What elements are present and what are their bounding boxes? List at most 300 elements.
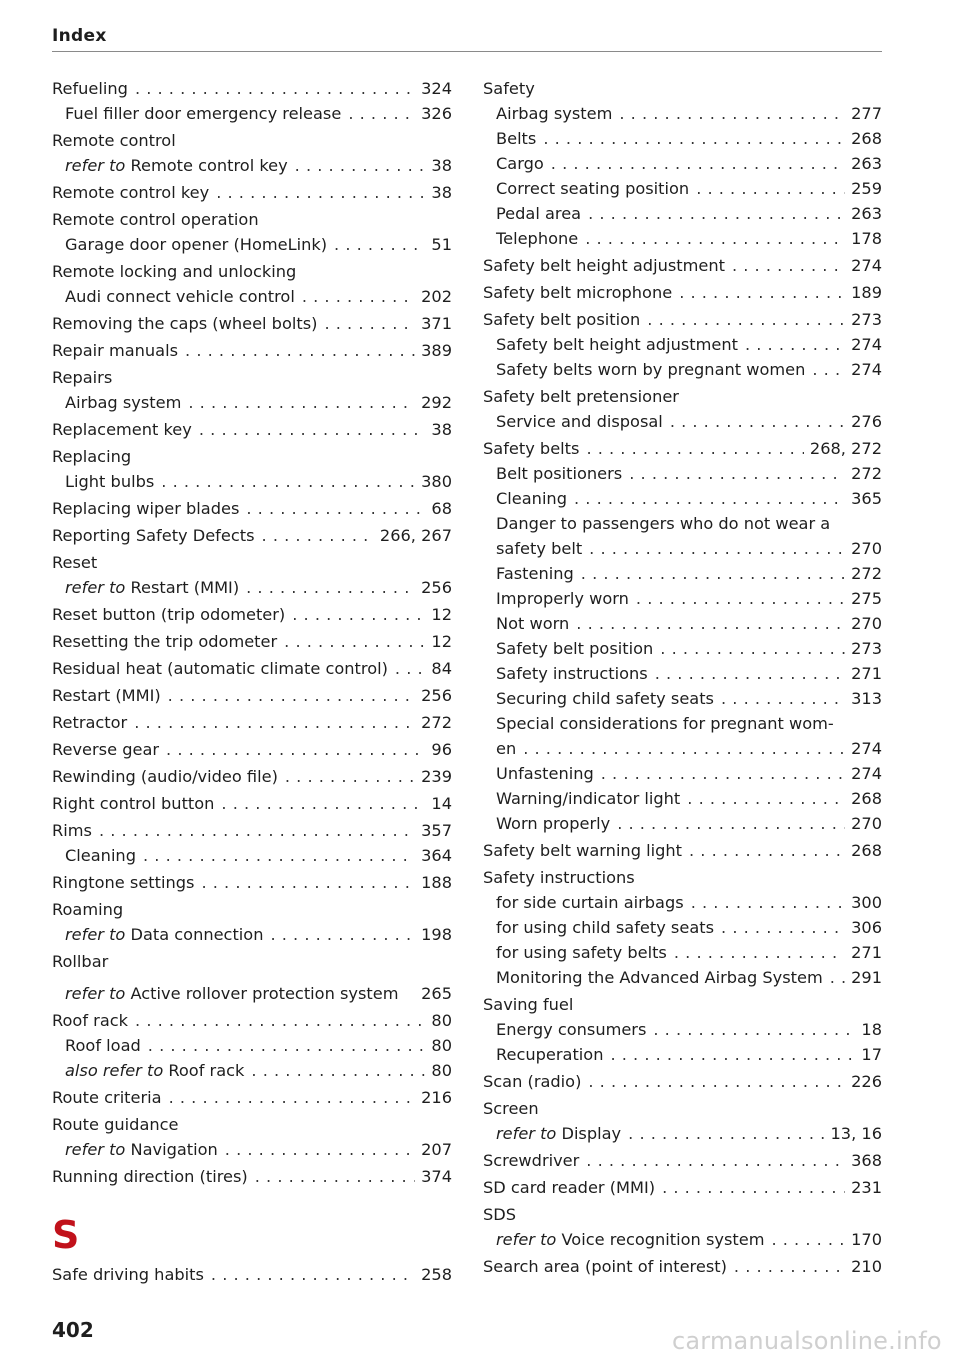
index-term (483, 436, 579, 461)
index-term-text: Warning/indicator light (496, 789, 681, 808)
index-term (496, 486, 567, 511)
index-term-text: Cleaning (65, 846, 136, 865)
index-term (65, 390, 181, 415)
index-subentry (483, 786, 882, 811)
index-subentry (52, 843, 452, 868)
index-subentry (52, 922, 452, 947)
index-term-text: Telephone (496, 229, 579, 248)
index-term-text: Replacing (52, 447, 132, 466)
page-reference: 274 (851, 739, 882, 758)
page-reference: 292 (421, 393, 452, 412)
index-term-text: Replacing wiper blades (52, 499, 240, 518)
leader-dots (586, 436, 803, 461)
leader-dots (135, 76, 415, 101)
page-reference: 270 (851, 814, 882, 833)
index-term-text: Audi connect vehicle control (65, 287, 295, 306)
page-reference: 207 (421, 1140, 452, 1159)
index-entry (52, 338, 452, 363)
index-term-text: Refueling (52, 79, 128, 98)
page-reference: 268 (851, 841, 882, 860)
index-subentry (483, 965, 882, 990)
page-reference: 306 (851, 918, 882, 937)
index-term-text: Reporting Safety Defects (52, 526, 255, 545)
index-entry (52, 523, 452, 548)
index-term (483, 838, 682, 863)
page-reference: 275 (851, 589, 882, 608)
leader-dots (660, 636, 845, 661)
index-term (52, 1085, 162, 1110)
index-subentry (483, 915, 882, 940)
leader-dots (199, 417, 426, 442)
index-subentry (52, 390, 452, 415)
page-reference: 80 (431, 1036, 452, 1055)
page-header-title: Index (52, 26, 107, 46)
index-term-text: Safety (483, 79, 535, 98)
page-reference: 274 (851, 360, 882, 379)
leader-dots (246, 575, 415, 600)
leader-dots (629, 461, 845, 486)
leader-dots (734, 1254, 845, 1279)
section-letter: S (52, 1213, 80, 1257)
index-term (496, 409, 663, 434)
index-term-text: Display (556, 1124, 622, 1143)
index-term (52, 629, 277, 654)
index-term-text: Repairs (52, 368, 113, 387)
index-list-after-letter (52, 1262, 452, 1287)
index-term-text: Fastening (496, 564, 574, 583)
page-number: 402 (52, 1318, 94, 1342)
index-term (52, 128, 176, 153)
leader-dots (148, 1033, 426, 1058)
cross-reference-label: also refer to (65, 1061, 164, 1080)
index-term-text: Correct seating position (496, 179, 690, 198)
index-subentry (52, 1137, 452, 1162)
page-reference: 265 (421, 984, 452, 1003)
page-reference: 84 (431, 659, 452, 678)
index-subentry (483, 461, 882, 486)
leader-dots (670, 409, 845, 434)
index-entry (483, 280, 882, 305)
index-term-text: Roof load (65, 1036, 141, 1055)
index-entry (52, 444, 452, 469)
index-entry (483, 865, 882, 890)
index-term-text: Roof rack (52, 1011, 129, 1030)
index-term (52, 496, 239, 521)
index-subentry (483, 126, 882, 151)
leader-dots (771, 1227, 845, 1252)
index-subentry (52, 575, 452, 600)
leader-dots (169, 1085, 416, 1110)
index-term-text: Remote locking and unlocking (52, 262, 297, 281)
page-reference: 12 (431, 605, 452, 624)
index-term (52, 523, 255, 548)
page-reference: 263 (851, 204, 882, 223)
index-term-text: Light bulbs (65, 472, 155, 491)
index-term (496, 226, 578, 251)
index-term-text: Safe driving habits (52, 1265, 204, 1284)
index-term-text: Rims (52, 821, 92, 840)
index-term (496, 151, 544, 176)
page-reference: 189 (851, 283, 882, 302)
cross-reference-label: refer to (65, 1140, 126, 1159)
index-subentry (483, 536, 882, 561)
leader-dots (601, 761, 845, 786)
index-term-text: Remote control (52, 131, 176, 150)
index-term-text: Unfastening (496, 764, 594, 783)
index-term (483, 1148, 579, 1173)
leader-dots (830, 965, 845, 990)
index-term (52, 259, 296, 284)
leader-dots (166, 737, 425, 762)
index-term-text: Monitoring the Advanced Airbag System (496, 968, 823, 987)
page-reference: 371 (421, 314, 452, 333)
index-term (52, 897, 123, 922)
leader-dots (255, 1164, 415, 1189)
leader-dots (246, 496, 425, 521)
index-subentry (483, 511, 882, 536)
leader-dots (143, 843, 415, 868)
index-term (496, 176, 689, 201)
index-term-text: Improperly worn (496, 589, 629, 608)
index-term (52, 76, 128, 101)
index-term-text: Saving fuel (483, 995, 574, 1014)
index-subentry (483, 586, 882, 611)
leader-dots (270, 922, 415, 947)
leader-dots (221, 791, 425, 816)
index-term (483, 76, 535, 101)
page-reference: 273 (851, 639, 882, 658)
index-subentry (483, 736, 882, 761)
page-reference: 38 (431, 183, 452, 202)
index-entry (52, 949, 452, 974)
index-entry (52, 76, 452, 101)
index-term (52, 1008, 128, 1033)
leader-dots (292, 602, 425, 627)
leader-dots (653, 1017, 855, 1042)
leader-dots (284, 629, 425, 654)
index-entry (52, 683, 452, 708)
page-reference: 96 (431, 740, 452, 759)
page-reference: 170 (851, 1230, 882, 1249)
index-term-text: Active rollover protection system (125, 984, 399, 1003)
index-term-text: for using child safety seats (496, 918, 715, 937)
page-reference: 374 (421, 1167, 452, 1186)
index-term (496, 736, 516, 761)
page-reference: 271 (851, 943, 882, 962)
index-term (496, 915, 714, 940)
index-term (52, 1262, 204, 1287)
index-term (52, 417, 192, 442)
index-term (65, 1033, 141, 1058)
index-subentry (52, 469, 452, 494)
index-term (496, 761, 594, 786)
index-term-text: Running direction (tires) (52, 1167, 248, 1186)
index-term (65, 232, 327, 257)
index-subentry (52, 232, 452, 257)
index-term-text: Safety belts (483, 439, 580, 458)
index-entry (483, 1254, 882, 1279)
index-term (496, 126, 536, 151)
index-entry (52, 710, 452, 735)
index-subentry (483, 101, 882, 126)
index-entry (52, 180, 452, 205)
leader-dots (689, 838, 845, 863)
leader-dots (732, 253, 845, 278)
cross-reference-label: refer to (65, 156, 126, 175)
index-term-text: Replacement key (52, 420, 192, 439)
index-term (52, 1112, 178, 1137)
index-term-text: Safety belt height adjustment (496, 335, 738, 354)
index-term-text: for side curtain airbags (496, 893, 684, 912)
index-term-text: Safety instructions (483, 868, 635, 887)
index-subentry (483, 890, 882, 915)
index-term-text: Cleaning (496, 489, 567, 508)
leader-dots (610, 1042, 855, 1067)
index-term-text: Screen (483, 1099, 539, 1118)
page-reference: 274 (851, 256, 882, 275)
page-reference: 326 (421, 104, 452, 123)
page-reference: 258 (421, 1265, 452, 1284)
page-reference: 272 (851, 464, 882, 483)
index-term (483, 280, 672, 305)
index-term (65, 1058, 244, 1083)
leader-dots (574, 486, 845, 511)
index-term (483, 992, 573, 1017)
index-subentry (52, 153, 452, 178)
index-term-text: Remote control operation (52, 210, 259, 229)
index-term-text: Danger to passengers who do not wear a (496, 514, 831, 533)
index-entry (52, 1164, 452, 1189)
leader-dots (721, 686, 845, 711)
leader-dots (188, 390, 415, 415)
page-reference: 364 (421, 846, 452, 865)
leader-dots (161, 469, 415, 494)
index-term (496, 940, 667, 965)
index-term (65, 153, 288, 178)
index-list-left (52, 76, 452, 1189)
index-term (496, 1017, 646, 1042)
page-reference: 365 (851, 489, 882, 508)
leader-dots (523, 736, 845, 761)
index-entry (52, 417, 452, 442)
leader-dots (551, 151, 845, 176)
index-term-text: Safety belt height adjustment (483, 256, 725, 275)
page-reference: 226 (851, 1072, 882, 1091)
index-term (52, 207, 259, 232)
index-term-text: Securing child safety seats (496, 689, 714, 708)
page-reference: 263 (851, 154, 882, 173)
index-term-text: safety belt (496, 539, 583, 558)
index-term-text: SDS (483, 1205, 517, 1224)
index-term (496, 461, 622, 486)
leader-dots (588, 1069, 845, 1094)
index-entry (483, 1148, 882, 1173)
index-subentry (483, 636, 882, 661)
page-reference: 291 (851, 968, 882, 987)
index-term-text: Belts (496, 129, 537, 148)
index-term-text: Search area (point of interest) (483, 1257, 727, 1276)
page-reference: 259 (851, 179, 882, 198)
leader-dots (285, 764, 415, 789)
index-term-text: Reset (52, 553, 98, 572)
index-term (52, 683, 161, 708)
index-entry (52, 737, 452, 762)
index-term (52, 365, 112, 390)
index-term (52, 870, 194, 895)
leader-dots (696, 176, 845, 201)
cross-reference-label: refer to (496, 1124, 557, 1143)
index-term (496, 636, 653, 661)
index-term-text: Safety belt position (496, 639, 654, 658)
page-reference: 271 (851, 664, 882, 683)
index-term (496, 332, 738, 357)
index-term-text: Navigation (125, 1140, 218, 1159)
page-reference: 313 (851, 689, 882, 708)
page-reference: 13, 16 (830, 1124, 882, 1143)
page-reference: 380 (421, 472, 452, 491)
page-reference: 178 (851, 229, 882, 248)
index-term (496, 711, 834, 736)
index-subentry (483, 409, 882, 434)
page-reference: 188 (421, 873, 452, 892)
cross-reference-label: refer to (496, 1230, 557, 1249)
index-subentry (483, 811, 882, 836)
index-entry (52, 207, 452, 232)
leader-dots (628, 1121, 824, 1146)
leader-dots (576, 611, 845, 636)
index-term-text: Safety belts worn by pregnant women (496, 360, 806, 379)
index-term (52, 311, 317, 336)
index-subentry (52, 284, 452, 309)
index-term-text: Restart (MMI) (52, 686, 161, 705)
index-term (496, 1042, 603, 1067)
index-subentry (52, 974, 452, 1006)
page-reference: 268 (851, 129, 882, 148)
index-term-text: Retractor (52, 713, 128, 732)
page-reference: 12 (431, 632, 452, 651)
index-term (483, 1202, 516, 1227)
index-term (65, 981, 399, 1006)
page-reference: 216 (421, 1088, 452, 1107)
page-reference: 277 (851, 104, 882, 123)
index-term-text: Voice recognition system (556, 1230, 765, 1249)
page-reference: 17 (861, 1045, 882, 1064)
index-term (52, 764, 278, 789)
index-term-text: Reverse gear (52, 740, 160, 759)
index-subentry (483, 486, 882, 511)
index-term-text: Route criteria (52, 1088, 162, 1107)
index-term (52, 818, 92, 843)
leader-dots (543, 126, 845, 151)
index-term-text: Service and disposal (496, 412, 663, 431)
page-reference: 268 (851, 789, 882, 808)
index-term (65, 284, 295, 309)
index-term (52, 1164, 248, 1189)
index-term (65, 843, 136, 868)
index-list-right (483, 76, 882, 1279)
page-reference: 266, 267 (379, 526, 452, 545)
index-term-text: Restart (MMI) (125, 578, 240, 597)
leader-dots (581, 561, 845, 586)
page-reference: 256 (421, 578, 452, 597)
page-reference: 38 (431, 156, 452, 175)
leader-dots (348, 101, 415, 126)
index-subentry (483, 761, 882, 786)
page-reference: 80 (431, 1011, 452, 1030)
index-term-text: Ringtone settings (52, 873, 195, 892)
index-term-text: Pedal area (496, 204, 582, 223)
index-entry (52, 818, 452, 843)
index-entry (483, 838, 882, 863)
page-reference: 274 (851, 764, 882, 783)
index-term-text: Safety belt microphone (483, 283, 673, 302)
page-reference: 80 (431, 1061, 452, 1080)
leader-dots (295, 153, 426, 178)
leader-dots (745, 332, 845, 357)
index-term (65, 922, 263, 947)
leader-dots (134, 710, 415, 735)
index-column-right (483, 76, 882, 1279)
index-subentry (483, 686, 882, 711)
index-entry (52, 656, 452, 681)
leader-dots (636, 586, 845, 611)
index-subentry (52, 1058, 452, 1083)
index-term-text: Worn properly (496, 814, 611, 833)
index-term-text: Safety belt position (483, 310, 641, 329)
page-reference: 274 (851, 335, 882, 354)
index-entry (52, 764, 452, 789)
index-term (52, 710, 127, 735)
index-entry (483, 1202, 882, 1227)
index-subentry (483, 661, 882, 686)
index-term-text: Route guidance (52, 1115, 179, 1134)
index-term-text: Remote control key (125, 156, 288, 175)
index-subentry (483, 226, 882, 251)
index-term-text: for using safety belts (496, 943, 667, 962)
index-entry (483, 253, 882, 278)
index-entry (52, 496, 452, 521)
leader-dots (679, 280, 845, 305)
page-reference: 210 (851, 1257, 882, 1276)
index-term-text: Cargo (496, 154, 544, 173)
index-subentry (483, 176, 882, 201)
index-entry (483, 992, 882, 1017)
watermark: carmanualsonline.info (672, 1327, 942, 1355)
header-divider (52, 51, 882, 52)
leader-dots (225, 1137, 415, 1162)
leader-dots (691, 890, 845, 915)
index-subentry (483, 1042, 882, 1067)
page-reference: 268, 272 (809, 439, 882, 458)
leader-dots (586, 1148, 845, 1173)
index-entry (52, 1112, 452, 1137)
leader-dots (619, 101, 845, 126)
index-term-text: Safety instructions (496, 664, 648, 683)
cross-reference-label: refer to (65, 984, 126, 1003)
index-term (52, 550, 97, 575)
index-entry (52, 602, 452, 627)
leader-dots (334, 232, 425, 257)
index-entry (483, 384, 882, 409)
index-term (496, 661, 648, 686)
index-column-left (52, 76, 452, 1287)
page-reference: 276 (851, 412, 882, 431)
index-term (483, 384, 679, 409)
index-term (496, 686, 714, 711)
index-term-text: Scan (radio) (483, 1072, 582, 1091)
leader-dots (687, 786, 845, 811)
page-reference: 51 (431, 235, 452, 254)
